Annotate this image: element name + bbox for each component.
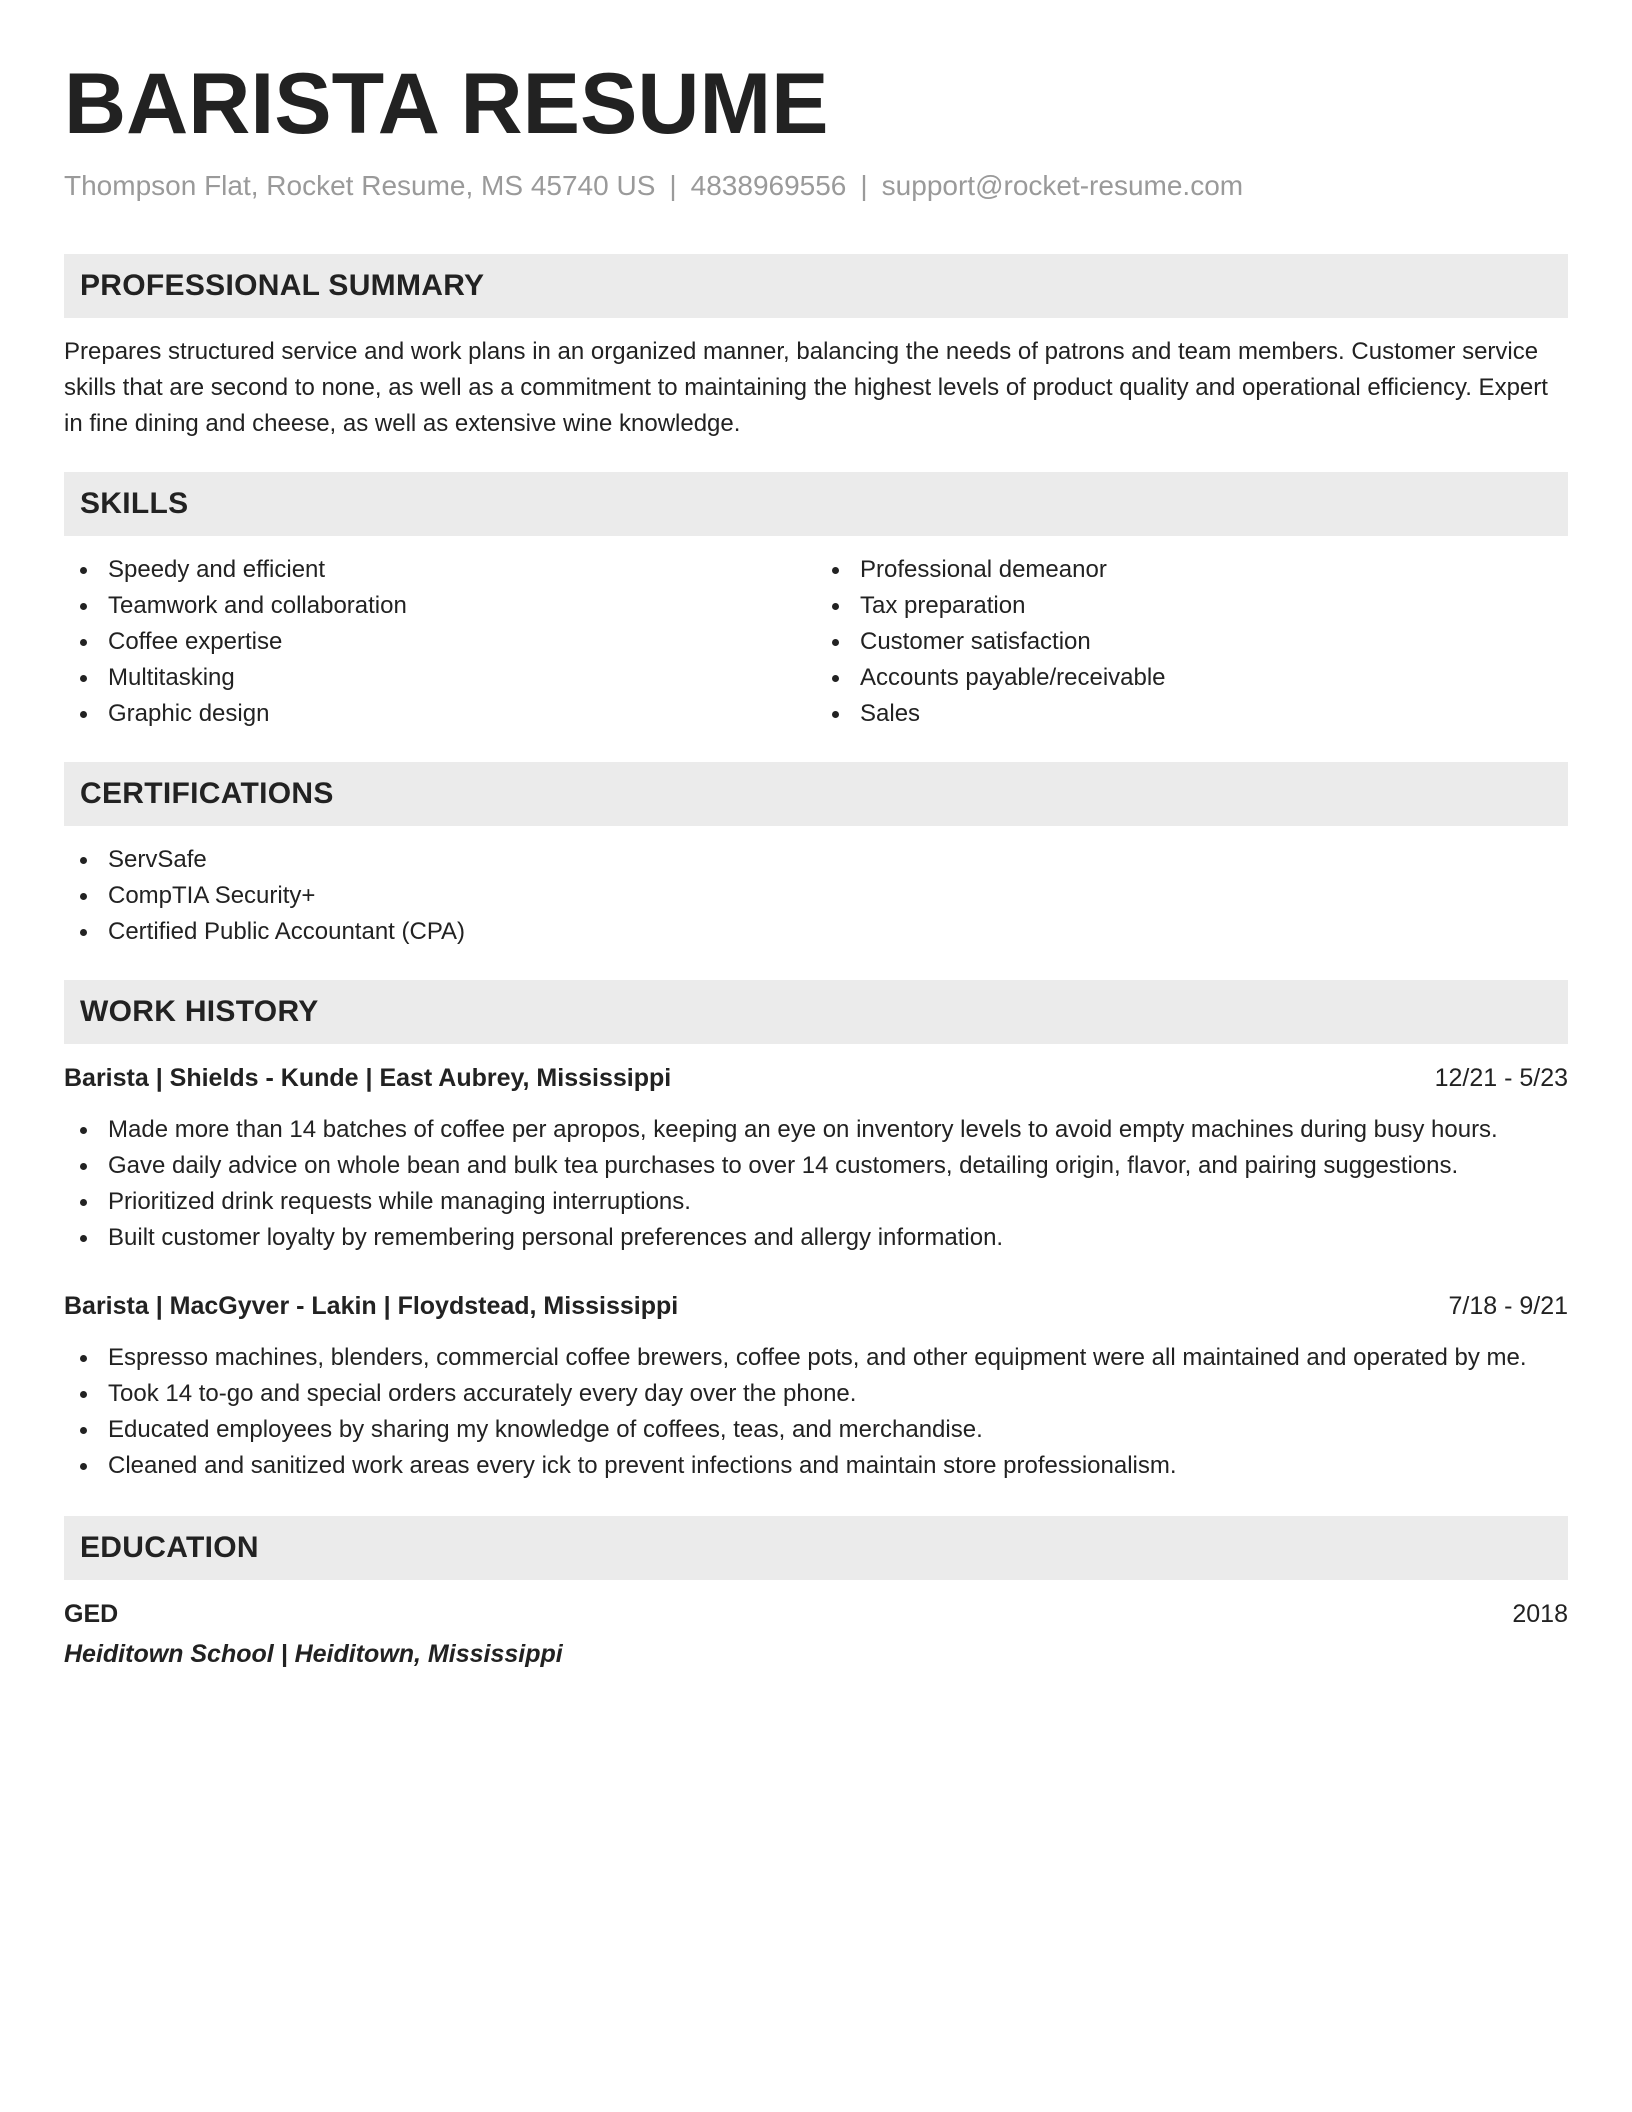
certification-item: ServSafe [64,842,1568,878]
job-bullet: Built customer loyalty by remembering personal preferences and allergy information. [64,1220,1568,1256]
contact-separator: | [860,170,868,201]
skill-item: Customer satisfaction [816,624,1568,660]
job-bullet: Gave daily advice on whole bean and bulk tea purchases to over 14 customers, detailing origin, flavor, and pairing suggestions. [64,1148,1568,1184]
job-bullet: Took 14 to-go and special orders accurately every day over the phone. [64,1376,1568,1412]
education-degree: GED [64,1600,119,1628]
skill-item: Speedy and efficient [64,552,816,588]
job-dates: 7/18 - 9/21 [1448,1292,1568,1320]
job-bullet: Educated employees by sharing my knowledge of coffees, teas, and merchandise. [64,1412,1568,1448]
skill-item: Tax preparation [816,588,1568,624]
skill-item: Professional demeanor [816,552,1568,588]
certification-item: CompTIA Security+ [64,878,1568,914]
section-header-certifications: CERTIFICATIONS [64,762,1568,826]
skill-item: Accounts payable/receivable [816,660,1568,696]
job-bullets [64,1340,1568,1484]
contact-separator: | [669,170,677,201]
education-school: Heiditown School | Heiditown, Mississippi [64,1640,563,1668]
job-header [64,1060,1568,1096]
skills-list-left [64,552,816,732]
email: support@rocket-resume.com [881,170,1244,201]
resume-title: BARISTA RESUME [64,56,829,152]
section-header-work-history: WORK HISTORY [64,980,1568,1044]
skill-item: Coffee expertise [64,624,816,660]
section-header-summary: PROFESSIONAL SUMMARY [64,254,1568,318]
skill-item: Teamwork and collaboration [64,588,816,624]
job-dates: 12/21 - 5/23 [1434,1064,1568,1092]
skills-columns [64,552,1568,732]
job-bullet: Prioritized drink requests while managing interruptions. [64,1184,1568,1220]
skill-item: Graphic design [64,696,816,732]
section-header-skills: SKILLS [64,472,1568,536]
job-bullet: Espresso machines, blenders, commercial coffee brewers, coffee pots, and other equipment were all maintained and operated by me. [64,1340,1568,1376]
job-bullets [64,1112,1568,1256]
job-title: Barista | MacGyver - Lakin | Floydstead, Mississippi [64,1292,679,1320]
phone: 4838969556 [690,170,847,201]
job-title: Barista | Shields - Kunde | East Aubrey, Mississippi [64,1064,672,1092]
education-header [64,1596,1568,1632]
job-header [64,1288,1568,1324]
skills-list-right [816,552,1568,732]
skill-item: Sales [816,696,1568,732]
summary-text: Prepares structured service and work plans in an organized manner, balancing the needs of patrons and team members. Customer service skills that are second to none, as well as a commitment to maintaining the highest levels of product quality and operational efficiency. Expert in fine dining and cheese, as well as extensive wine knowledge. [64,338,1548,437]
job-bullet: Cleaned and sanitized work areas every ick to prevent infections and maintain store professionalism. [64,1448,1568,1484]
skill-item: Multitasking [64,660,816,696]
certifications-list [64,842,1568,950]
section-header-education: EDUCATION [64,1516,1568,1580]
education-year: 2018 [1512,1600,1568,1628]
job-bullet: Made more than 14 batches of coffee per apropos, keeping an eye on inventory levels to avoid empty machines during busy hours. [64,1112,1568,1148]
contact-line [64,168,1568,204]
certification-item: Certified Public Accountant (CPA) [64,914,1568,950]
address: Thompson Flat, Rocket Resume, MS 45740 US [64,170,656,201]
